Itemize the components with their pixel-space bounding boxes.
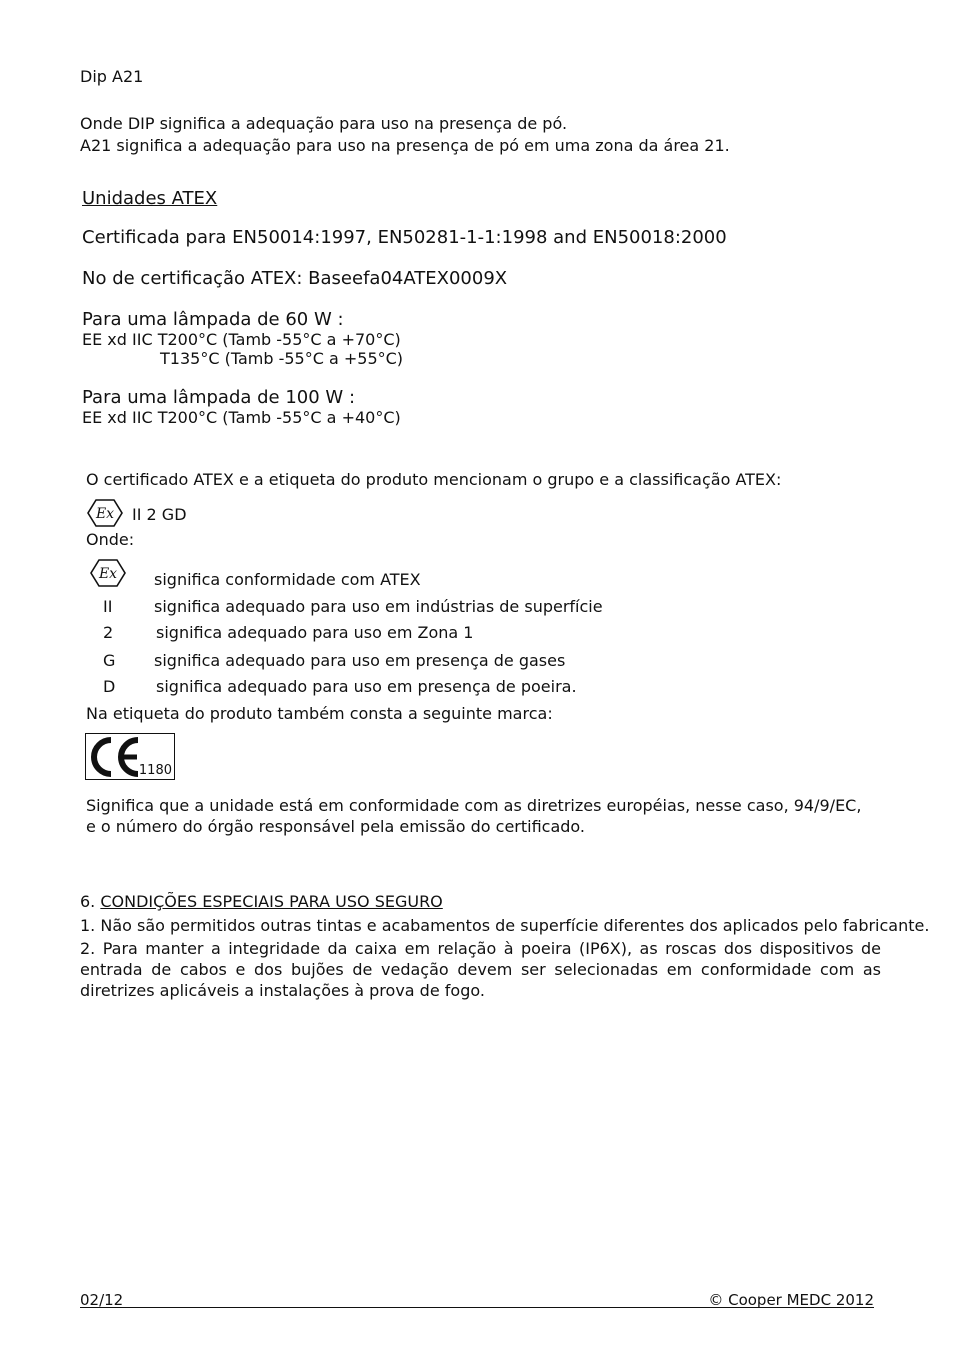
lamp-60w-rating-2: T135°C (Tamb -55°C a +55°C) <box>160 349 404 368</box>
ex-hexagon-icon <box>86 498 124 528</box>
certificate-number: No de certificação ATEX: Baseefa04ATEX0009X <box>82 268 508 289</box>
certified-standards: Certificada para EN50014:1997, EN50281-1-1:1998 and EN50018:2000 <box>82 227 727 248</box>
footer-divider <box>80 1307 874 1308</box>
definition-code: 2 <box>103 623 114 642</box>
svg-text:Ex: Ex <box>98 566 118 582</box>
where-label: Onde: <box>86 530 135 549</box>
definition-code: G <box>103 651 116 670</box>
condition-item-1: 1. Não são permitidos outras tintas e acabamentos de superfície diferentes dos aplicados pelo fabricante. <box>80 916 930 935</box>
footer-copyright: © Cooper MEDC 2012 <box>708 1291 874 1309</box>
ce-mark-icon <box>89 736 141 778</box>
ce-meaning-text: Significa que a unidade está em conformidade com as diretrizes européias, nesse caso, 94/9/EC, e o número do órgão responsável pela emissão do certificado. <box>86 796 862 836</box>
condition-item-2: 2. Para manter a integridade da caixa em relação à poeira (IP6X), as roscas dos dispositivos de entrada de cabos e dos bujões de vedação devem ser selecionadas em conformidade com as diretrizes aplicáveis a instalações à prova de fogo. <box>80 939 881 1000</box>
atex-group-code: II 2 GD <box>132 505 187 524</box>
lamp-100w-heading: Para uma lâmpada de 100 W : <box>82 387 356 408</box>
ce-mark-box <box>85 733 175 780</box>
definition-text: significa adequado para uso em presença de gases <box>154 651 566 670</box>
footer-date: 02/12 <box>80 1291 124 1309</box>
lamp-60w-rating-1: EE xd IIC T200°C (Tamb -55°C a +70°C) <box>82 330 401 349</box>
lamp-60w-heading: Para uma lâmpada de 60 W : <box>82 309 344 330</box>
section-6-heading <box>80 892 443 911</box>
label-also-text: Na etiqueta do produto também consta a seguinte marca: <box>86 704 553 723</box>
definition-text: significa conformidade com ATEX <box>154 570 421 589</box>
definition-code: II <box>103 597 113 616</box>
lamp-100w-rating: EE xd IIC T200°C (Tamb -55°C a +40°C) <box>82 408 401 427</box>
marking-intro: O certificado ATEX e a etiqueta do produto mencionam o grupo e a classificação ATEX: <box>86 470 782 489</box>
section-title: CONDIÇÕES ESPECIAIS PARA USO SEGURO <box>100 892 443 911</box>
atex-units-heading: Unidades ATEX <box>82 188 218 209</box>
section-number: 6. <box>80 892 96 911</box>
svg-text:Ex: Ex <box>95 506 115 522</box>
intro-line-2: A21 significa a adequação para uso na presença de pó em uma zona da área 21. <box>80 136 730 155</box>
definition-text: significa adequado para uso em Zona 1 <box>156 623 474 642</box>
page-title: Dip A21 <box>80 67 144 86</box>
definition-text: significa adequado para uso em presença de poeira. <box>156 677 577 696</box>
ex-hexagon-icon <box>89 558 127 588</box>
intro-line-1: Onde DIP significa a adequação para uso na presença de pó. <box>80 114 568 133</box>
definition-code: D <box>103 677 116 696</box>
ce-notified-body-number: 1180 <box>138 763 172 778</box>
definition-text: significa adequado para uso em indústrias de superfície <box>154 597 603 616</box>
